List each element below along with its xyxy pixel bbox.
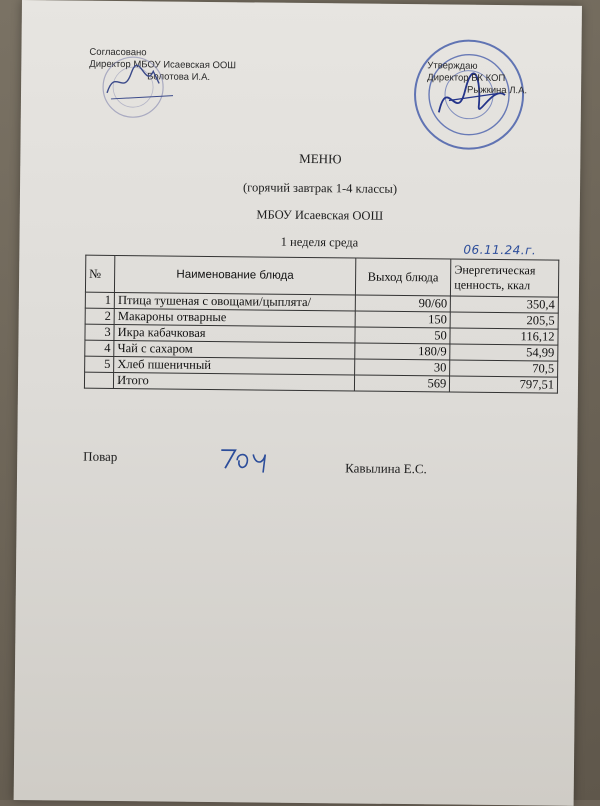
row-dish-name: Икра кабачковая (114, 324, 355, 343)
total-energy: 797,51 (450, 376, 558, 393)
row-output: 150 (355, 311, 451, 328)
approval-left-line1: Согласовано (89, 46, 147, 59)
menu-document (14, 0, 582, 806)
table-header-row (85, 255, 558, 297)
handwritten-date: 06.11.24.г. (463, 242, 537, 258)
menu-subtitle: (горячий завтрак 1-4 классы) (242, 180, 398, 196)
row-dish-name: Птица тушеная с овощами/цыплята/ (114, 292, 355, 311)
row-num: 2 (85, 308, 114, 324)
approval-right (427, 60, 527, 97)
row-num: 5 (85, 356, 114, 372)
menu-table (84, 255, 559, 394)
approval-right-line1: Утверждаю (427, 60, 478, 72)
row-dish-name: Хлеб пшеничный (114, 356, 355, 375)
approval-right-line2: Директор БК КОП (427, 72, 506, 85)
column-header-energy: Энергетическая ценность, ккал (451, 259, 559, 297)
row-num: 1 (85, 292, 114, 308)
row-output: 90/60 (355, 295, 451, 312)
row-energy: 70,5 (450, 360, 558, 377)
row-dish-name: Макароны отварные (114, 308, 355, 327)
approval-left-line2: Директор МБОУ Исаевская ООШ (89, 58, 237, 72)
signature-stamp-left-icon (93, 53, 186, 124)
row-output: 180/9 (354, 343, 450, 360)
menu-title: МЕНЮ (299, 150, 342, 167)
row-energy: 350,4 (451, 296, 559, 313)
cook-name: Кавылина Е.С. (345, 460, 427, 477)
row-dish-name: Чай с сахаром (114, 340, 355, 359)
approval-left-line3: Болотова И.А. (147, 71, 211, 83)
total-label: Итого (114, 372, 355, 391)
cook-signature-icon (215, 442, 275, 475)
row-num: 4 (85, 340, 114, 356)
school-name: МБОУ Исаевская ООШ (256, 207, 384, 223)
row-output: 30 (354, 359, 450, 376)
column-header-name: Наименование блюда (115, 255, 356, 295)
week-day: 1 неделя среда (280, 234, 359, 250)
column-header-output: Выход блюда (355, 258, 451, 296)
approval-right-line3: Рыжкина Л.А. (467, 84, 528, 97)
column-header-num: № (85, 255, 115, 292)
total-output: 569 (354, 375, 450, 392)
row-energy: 205,5 (450, 312, 558, 329)
row-energy: 54,99 (450, 344, 558, 361)
cook-label: Повар (83, 448, 118, 465)
row-num: 3 (85, 324, 114, 340)
row-output: 50 (355, 327, 451, 344)
row-energy: 116,12 (450, 328, 558, 345)
